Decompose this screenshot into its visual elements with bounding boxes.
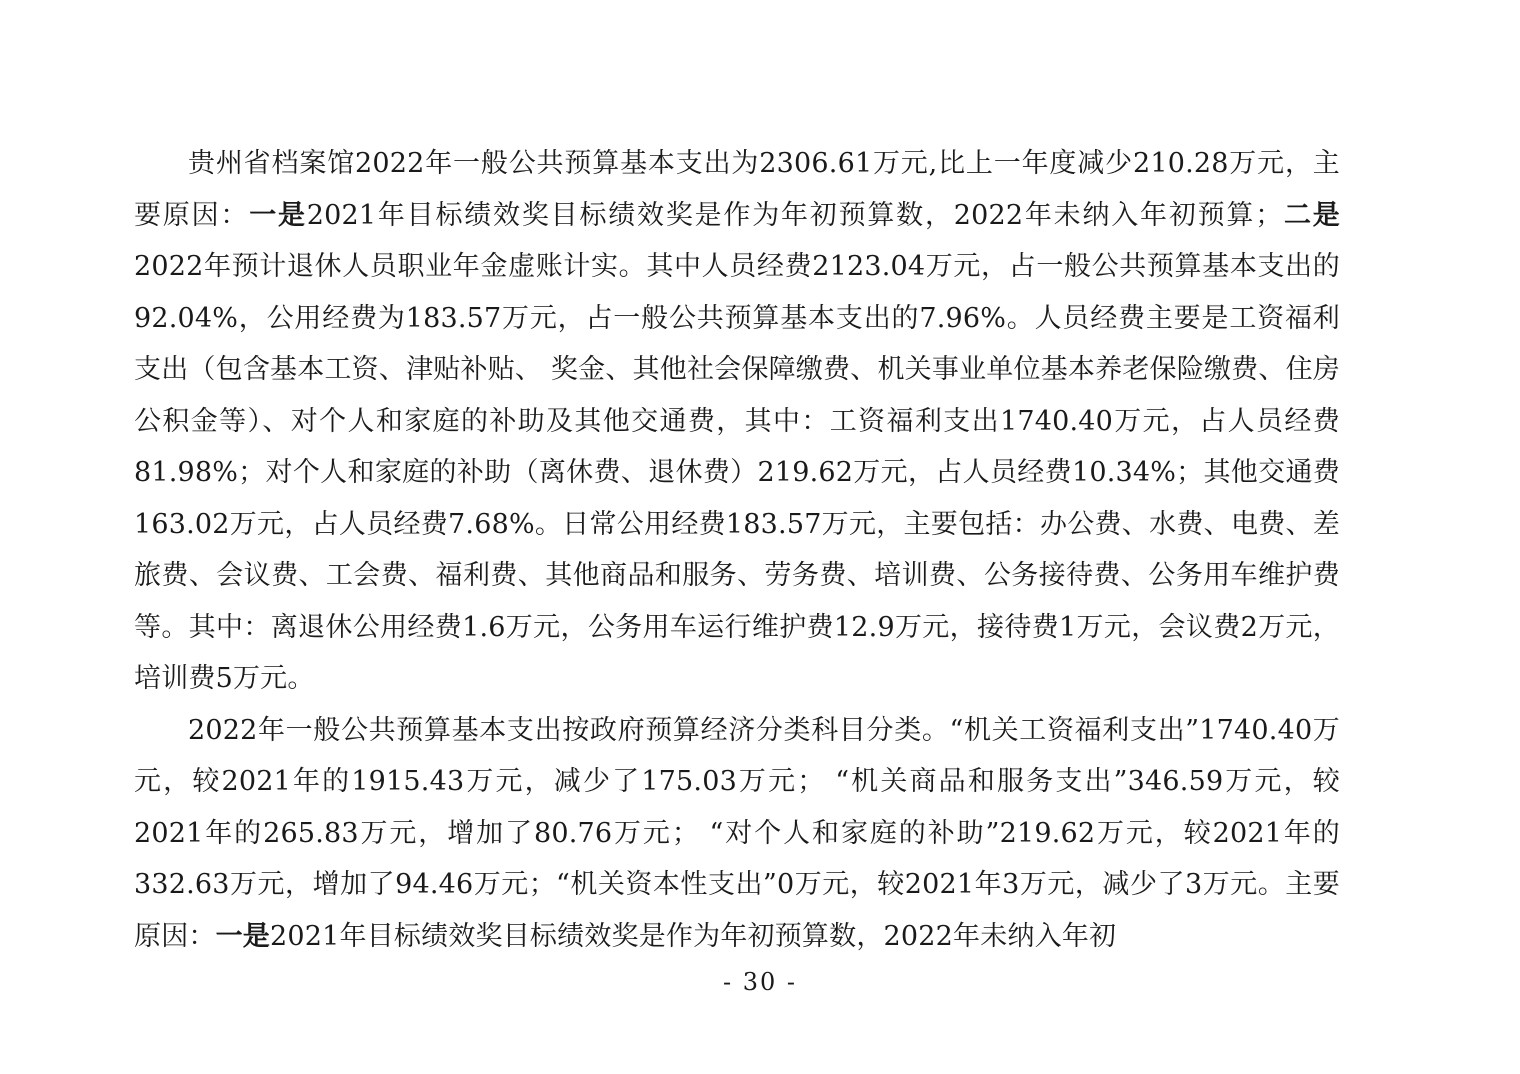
page-number: - 30 - (722, 968, 797, 996)
emphasis-first-reason: 一是 (215, 920, 271, 952)
paragraph-budget-overview (134, 138, 1340, 705)
text-segment: 2021年目标绩效奖目标绩效奖是作为年初预算数，2022年未纳入年初预算； (306, 199, 1283, 231)
text-segment: 2021年目标绩效奖目标绩效奖是作为年初预算数，2022年未纳入年初 (270, 920, 1117, 952)
emphasis-first-reason: 一是 (249, 199, 307, 231)
text-segment: 2022年一般公共预算基本支出按政府预算经济分类科目分类。“机关工资福利支出”1740.40万元，较2021年的1915.43万元，减少了175.03万元； “机关商品和服务支出”346.59万元，较2021年的265.83万元，增加了80.76万元； “对个人和家庭的补助”219.62万元，较2021年的332.63万元，增加了94.46万元；“机关资本性支出”0万元，较2021年3万元，减少了3万元。主要原因： (134, 714, 1340, 952)
paragraph-economic-classification (134, 705, 1340, 963)
text-segment: 2022年预计退休人员职业年金虚账计实。其中人员经费2123.04万元，占一般公共预算基本支出的92.04%，公用经费为183.57万元，占一般公共预算基本支出的7.96%。人员经费主要是工资福利支出（包含基本工资、津贴补贴、 奖金、其他社会保障缴费、机关事业单位基本养老保险缴费、住房公积金等）、对个人和家庭的补助及其他交通费，其中：工资福利支出1740.40万元，占人员经费81.98%；对个人和家庭的补助（离休费、退休费）219.62万元，占人员经费10.34%；其他交通费163.02万元，占人员经费7.68%。日常公用经费183.57万元，主要包括：办公费、水费、电费、差旅费、会议费、工会费、福利费、其他商品和服务、劳务费、培训费、公务接待费、公务用车维护费等。其中：离退休公用经费1.6万元，公务用车运行维护费12.9万元，接待费1万元，会议费2万元，培训费5万元。 (134, 251, 1340, 694)
emphasis-second-reason: 二是 (1282, 199, 1340, 231)
text-segment: 贵州省档案馆2022年一般公共预算基本支出为2306.61万元,比上一年度减少210.28万元，主要原因： (134, 148, 1340, 231)
document-body (134, 138, 1340, 962)
